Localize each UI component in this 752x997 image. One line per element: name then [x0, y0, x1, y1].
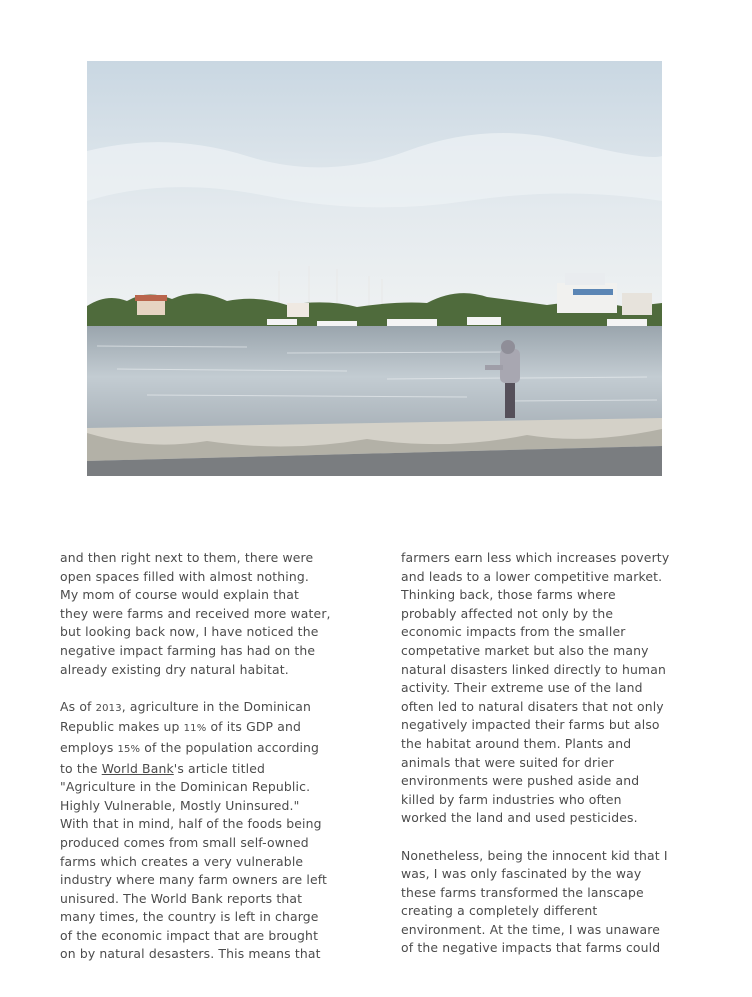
- text-fragment: Republic makes up: [60, 719, 184, 735]
- text-line: [60, 698, 348, 719]
- text-line: [60, 739, 348, 760]
- text-line: [60, 718, 348, 739]
- text-line: activity. Their extreme use of the land: [401, 680, 643, 696]
- text-line: "Agriculture in the Dominican Republic.: [60, 779, 311, 795]
- text-line: animals that were suited for drier: [401, 754, 614, 770]
- population-percent: 15%: [117, 743, 141, 755]
- text-line: many times, the country is left in charge: [60, 909, 319, 925]
- text-line: Thinking back, those farms where: [401, 587, 616, 603]
- text-line: these farms transformed the lanscape: [401, 884, 644, 900]
- text-line: of the economic impact that are brought: [60, 927, 319, 943]
- text-line: they were farms and received more water,: [60, 605, 331, 621]
- text-line: negatively impacted their farms but also: [401, 717, 660, 733]
- text-line: worked the land and used pesticides.: [401, 810, 638, 826]
- text-line: With that in mind, half of the foods being: [60, 816, 322, 832]
- text-line: and then right next to them, there were: [60, 550, 314, 565]
- left-paragraph-2: [60, 698, 348, 964]
- world-bank-link[interactable]: World Bank: [101, 760, 174, 776]
- text-line: produced comes from small self-owned: [60, 834, 309, 850]
- left-paragraph-1: [60, 549, 348, 679]
- gdp-percent: 11%: [183, 723, 207, 735]
- text-line: was, I was only fascinated by the way: [401, 866, 642, 882]
- right-paragraph-1: [401, 549, 693, 828]
- text-line: killed by farm industries who often: [401, 791, 622, 807]
- harbor-photo: [87, 61, 662, 476]
- text-line: [60, 760, 348, 779]
- text-fragment: to the: [60, 760, 102, 776]
- text-line: of the negative impacts that farms could: [401, 940, 661, 956]
- text-line: environment. At the time, I was unaware: [401, 921, 661, 937]
- text-line: probably affected not only by the: [401, 605, 614, 621]
- text-line: the habitat around them. Plants and: [401, 735, 632, 751]
- right-paragraph-2: [401, 847, 693, 959]
- text-line: but looking back now, I have noticed the: [60, 624, 319, 640]
- text-line: and leads to a lower competitive market.: [401, 568, 663, 584]
- text-line: unisured. The World Bank reports that: [60, 890, 303, 906]
- text-line: competative market but also the many: [401, 642, 649, 658]
- text-line: farms which creates a very vulnerable: [60, 853, 304, 869]
- text-line: negative impact farming has had on the: [60, 642, 316, 658]
- text-line: economic impacts from the smaller: [401, 624, 626, 640]
- left-column: [60, 549, 348, 983]
- text-line: environments were pushed aside and: [401, 773, 640, 789]
- text-line: often led to natural disaters that not only: [401, 698, 664, 714]
- text-fragment: employs: [60, 739, 118, 755]
- right-column: [401, 549, 693, 977]
- text-fragment: , agriculture in the Dominican: [121, 698, 311, 714]
- text-fragment: 's article titled: [173, 760, 266, 776]
- text-line: Nonetheless, being the innocent kid that I: [401, 847, 668, 863]
- water: [87, 326, 662, 428]
- text-line: My mom of course would explain that: [60, 587, 299, 603]
- text-fragment: of the population according: [140, 739, 320, 755]
- text-line: industry where many farm owners are left: [60, 872, 328, 888]
- text-line: on by natural desasters. This means that: [60, 946, 321, 962]
- year-value: 2013: [95, 702, 122, 714]
- harbor-illustration: [87, 61, 662, 476]
- text-fragment: of its GDP and: [206, 719, 301, 735]
- text-line: open spaces filled with almost nothing.: [60, 568, 309, 584]
- text-line: Highly Vulnerable, Mostly Uninsured.": [60, 797, 300, 813]
- text-line: already existing dry natural habitat.: [60, 661, 289, 677]
- text-line: creating a completely different: [401, 903, 598, 919]
- text-line: natural disasters linked directly to human: [401, 661, 666, 677]
- text-line: farmers earn less which increases poverty: [401, 550, 670, 565]
- text-fragment: As of: [60, 698, 96, 714]
